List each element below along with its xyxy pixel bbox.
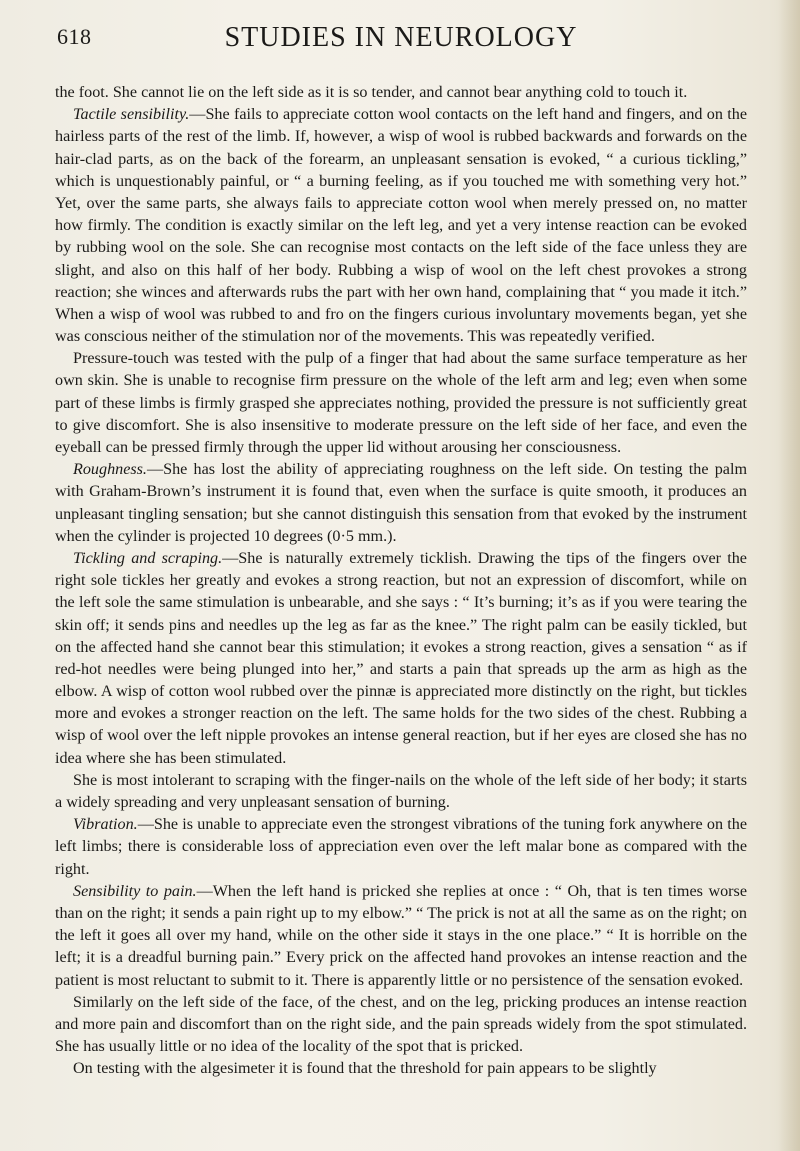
paragraph-text: —She is naturally extremely ticklish. Drawing the tips of the fingers over the right sole tickles her greatly and evokes a strong reaction, but not an expression of discomfort, while on the left sole the same stimulation is unbearable, and she says : “ It’s burning; it’s as if you were tearing the skin off; it sends pins and needles up the leg as far as the knee.” The right palm can be easily tickled, but on the affected hand she cannot bear this stimulation; it evokes a strong reaction, gives a sensation “ as if red-hot needles were being plunged into her,” and starts a pain that spreads up the arm as high as the elbow. A wisp of cotton wool rubbed over the pinnæ is appreciated more distinctly on the right, but tickles more and evokes a stronger reaction on the left. The same holds for the two sides of the chest. Rubbing a wisp of wool over the left nipple provokes an intense general reaction, but if her eyes are closed she has no idea where she has been stimulated. — [55, 549, 747, 767]
section-heading: Roughness. — [73, 461, 147, 479]
paragraph-roughness — [55, 459, 747, 548]
paragraph-tickling-scraping — [55, 548, 747, 770]
section-heading: Tickling and scraping. — [73, 549, 223, 567]
paragraph-text: Pressure-touch was tested with the pulp of a finger that had about the same surface temperature as her own skin. She is unable to recognise firm pressure on the whole of the left arm and leg; even when some part of these limbs is firmly grasped she appreciates nothing, provided the pressure is not sufficiently great to give discomfort. She is also insensitive to moderate pressure on the left side of her face, and even the eyeball can be pressed firmly through the upper lid without arousing her consciousness. — [55, 350, 747, 456]
paragraph-text: She is most intolerant to scraping with the finger-nails on the whole of the left side of her body; it starts a widely spreading and very unpleasant sensation of burning. — [55, 771, 747, 811]
paragraph-text: On testing with the algesimeter it is found that the threshold for pain appears to be slightly — [73, 1060, 657, 1078]
paragraph-continuation — [55, 82, 747, 104]
page-header — [55, 22, 747, 62]
paragraph-text: —She is unable to appreciate even the strongest vibrations of the tuning fork anywhere on the left limbs; there is considerable loss of appreciation even over the left malar bone as compared with the right. — [55, 816, 747, 878]
paragraph-sensibility-to-pain — [55, 881, 747, 992]
paragraph-text: Similarly on the left side of the face, of the chest, and on the leg, pricking produces an intense reaction and more pain and discomfort than on the right side, and the pain spreads widely from the spot stimulated. She has usually little or no idea of the locality of the spot that is pricked. — [55, 993, 747, 1056]
paragraph-text: the foot. She cannot lie on the left side as it is so tender, and cannot bear anything cold to touch it. — [55, 84, 688, 101]
paragraph-text: —When the left hand is pricked she replies at once : “ Oh, that is ten times worse than on the right; it sends a pain right up to my elbow.” “ The prick is not at all the same as on the right; on the left it goes all over my hand, while on the other side it stays in the one place.” “ It is horrible on the left; it is a dreadful burning pain.” Every prick on the affected hand provokes an intense reaction and the patient is most reluctant to submit to it. There is apparently little or no persistence of the sensation evoked. — [55, 882, 747, 989]
page-edge-shadow — [778, 0, 800, 1151]
paragraph-text: —She has lost the ability of appreciating roughness on the left side. On testing the palm with Graham-Brown’s instrument it is found that, even when the surface is quite smooth, it produces an unpleasant tingling sensation; but she cannot distinguish this sensation from that evoked by the instrument when the cylinder is projected 10 degrees (0·5 mm.). — [55, 461, 747, 545]
page-number: 618 — [57, 24, 92, 49]
body-text — [55, 82, 747, 1080]
paragraph-text: —She fails to appreciate cotton wool contacts on the left hand and fingers, and on the hairless parts of the rest of the limb. If, however, a wisp of wool is rubbed backwards and forwards on the hair-clad parts, as on the back of the forearm, an unpleasant sensation is evoked, “ a curious tickling,” which is unquestionably painful, or “ a burning feeling, as if you touched me with something very hot.” Yet, over the same parts, she always fails to appreciate cotton wool when merely pressed on, no matter how firmly. The condition is exactly similar on the left leg, and yet a very intense reaction can be evoked by rubbing wool on the sole. She can recognise most contacts on the left side of the face unless they are slight, and also on this half of her body. Rubbing a wisp of wool on the left chest provokes a strong reaction; she winces and afterwards rubs the part with her own hand, complaining that “ you made it itch.” When a wisp of wool was rubbed to and fro on the fingers curious involuntary movements began, yet she was conscious neither of the stimulation nor of the movements. This was repeatedly verified. — [55, 106, 747, 346]
running-title: STUDIES IN NEUROLOGY — [224, 22, 578, 53]
paragraph-scraping — [55, 770, 747, 814]
section-heading: Tactile sensibility. — [73, 106, 190, 124]
paragraph-algesimeter — [55, 1058, 747, 1080]
paragraph-pressure-touch — [55, 348, 747, 459]
paragraph-pricking — [55, 992, 747, 1059]
section-heading: Vibration. — [73, 816, 138, 834]
paragraph-tactile-sensibility — [55, 104, 747, 348]
paragraph-vibration — [55, 814, 747, 881]
section-heading: Sensibility to pain. — [73, 882, 197, 900]
